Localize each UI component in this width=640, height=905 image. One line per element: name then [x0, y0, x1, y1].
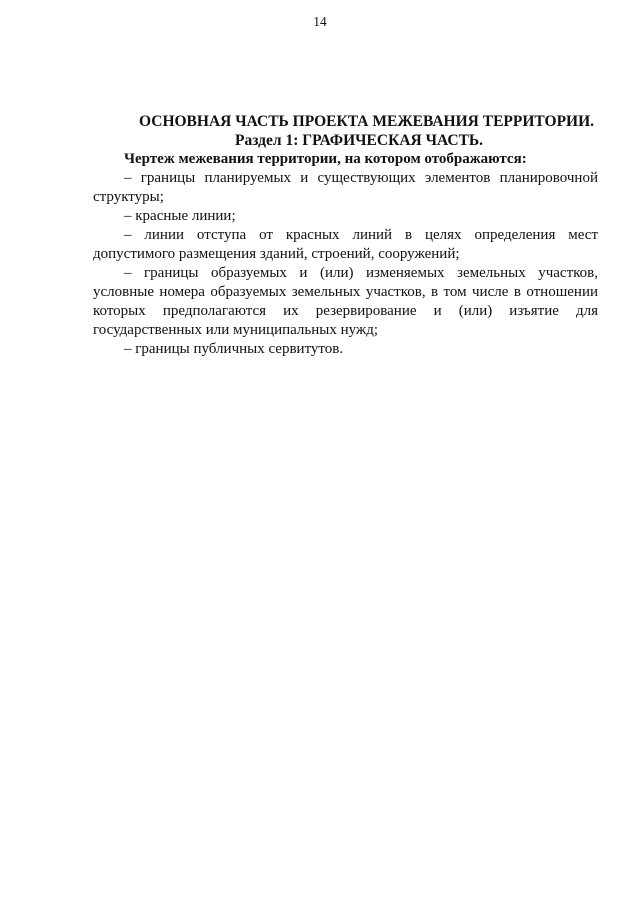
list-item: – красные линии; [124, 208, 236, 224]
list-item: – линии отступа от красных линий в целях определения мест допустимого размещения зданий, строений, сооружений; [93, 227, 598, 262]
document-body [93, 112, 598, 359]
list-item: – границы публичных сервитутов. [124, 341, 344, 357]
section-heading: Раздел 1: ГРАФИЧЕСКАЯ ЧАСТЬ. [235, 132, 484, 149]
list-item: – границы планируемых и существующих элементов планировочной структуры; [93, 170, 598, 205]
lead-sentence: Чертеж межевания территории, на котором отображаются: [124, 151, 527, 167]
list-item: – границы образуемых и (или) изменяемых земельных участков, условные номера образуемых земельных участков, в том числе в отношении которых предполагаются их резервирование и (или) изъятие для государственных или муниципальных нужд; [93, 265, 598, 338]
page-number: 14 [313, 14, 327, 29]
main-heading: ОСНОВНАЯ ЧАСТЬ ПРОЕКТА МЕЖЕВАНИЯ ТЕРРИТОРИИ. [139, 113, 595, 130]
